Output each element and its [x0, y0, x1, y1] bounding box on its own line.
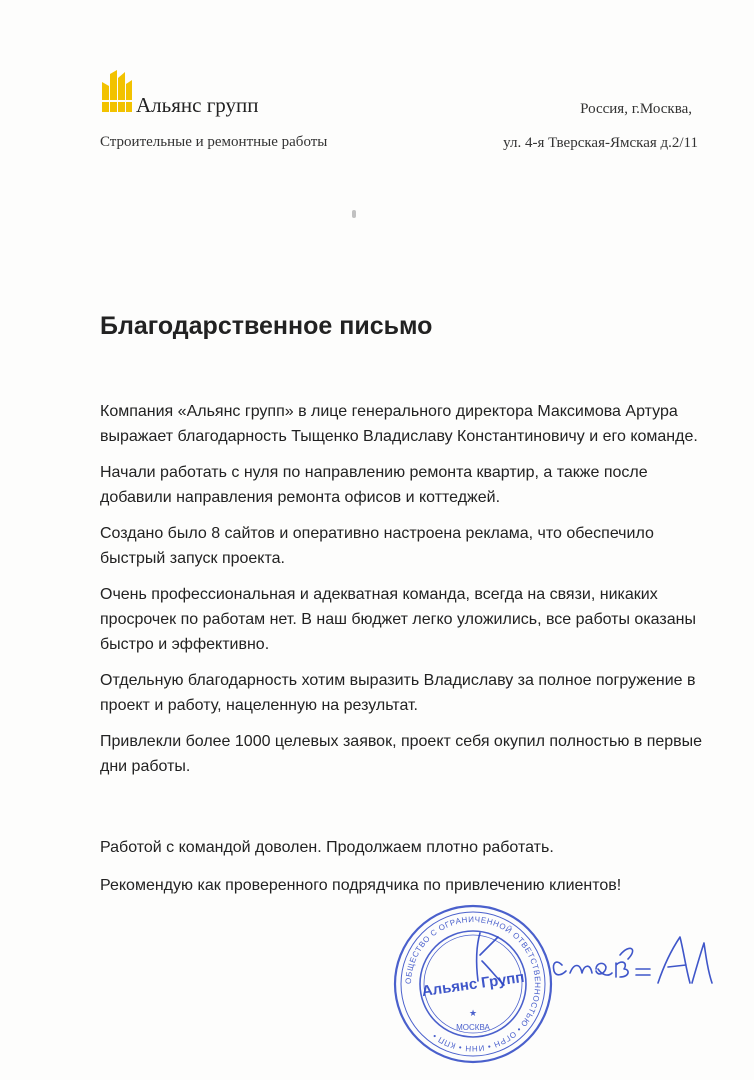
closing-line: Рекомендую как проверенного подрядчика по привлечению клиентов! [100, 877, 622, 894]
paragraph: Начали работать с нуля по направлению ремонта квартир, а также после добавили направления ремонта офисов и коттеджей. [100, 464, 648, 506]
company-logo-icon [100, 68, 134, 114]
paragraph: Создано было 8 сайтов и оперативно настроена реклама, что обеспечило быстрый запуск проекта. [100, 525, 654, 567]
letter-closing [100, 835, 720, 911]
scan-speck [352, 210, 356, 218]
paragraph: Отдельную благодарность хотим выразить Владиславу за полное погружение в проект и работу, нацеленную на результат. [100, 672, 696, 714]
stamp-city: МОСКВА [456, 1023, 490, 1032]
paragraph: Компания «Альянс групп» в лице генерального директора Максимова Артура выражает благодарность Тыщенко Владиславу Константиновичу и его команде. [100, 403, 698, 445]
stamp-ring-text: ОБЩЕСТВО С ОГРАНИЧЕННОЙ ОТВЕТСТВЕННОСТЬЮ • ОГРН • ИНН • КПП • [403, 914, 543, 1054]
letter-body [100, 399, 720, 790]
company-name: Альянс групп [136, 93, 259, 117]
letter-title: Благодарственное письмо [100, 312, 433, 340]
paragraph: Очень профессиональная и адекватная команда, всегда на связи, никаких просрочек по работам нет. В наш бюджет легко уложились, все работы оказаны быстро и эффективно. [100, 586, 696, 653]
paragraph: Привлекли более 1000 целевых заявок, проект себя окупил полностью в первые дни работы. [100, 733, 703, 775]
stamp-star-icon: ★ [468, 1008, 478, 1018]
handwritten-signature [470, 925, 730, 995]
address-line-2: ул. 4-я Тверская-Ямская д.2/11 [503, 135, 698, 151]
address-line-1: Россия, г.Москва, [580, 101, 692, 117]
closing-line: Работой с командой доволен. Продолжаем плотно работать. [100, 839, 554, 856]
company-subtitle: Строительные и ремонтные работы [100, 134, 328, 150]
stamp-center-text: Альянс Групп [420, 968, 526, 1001]
